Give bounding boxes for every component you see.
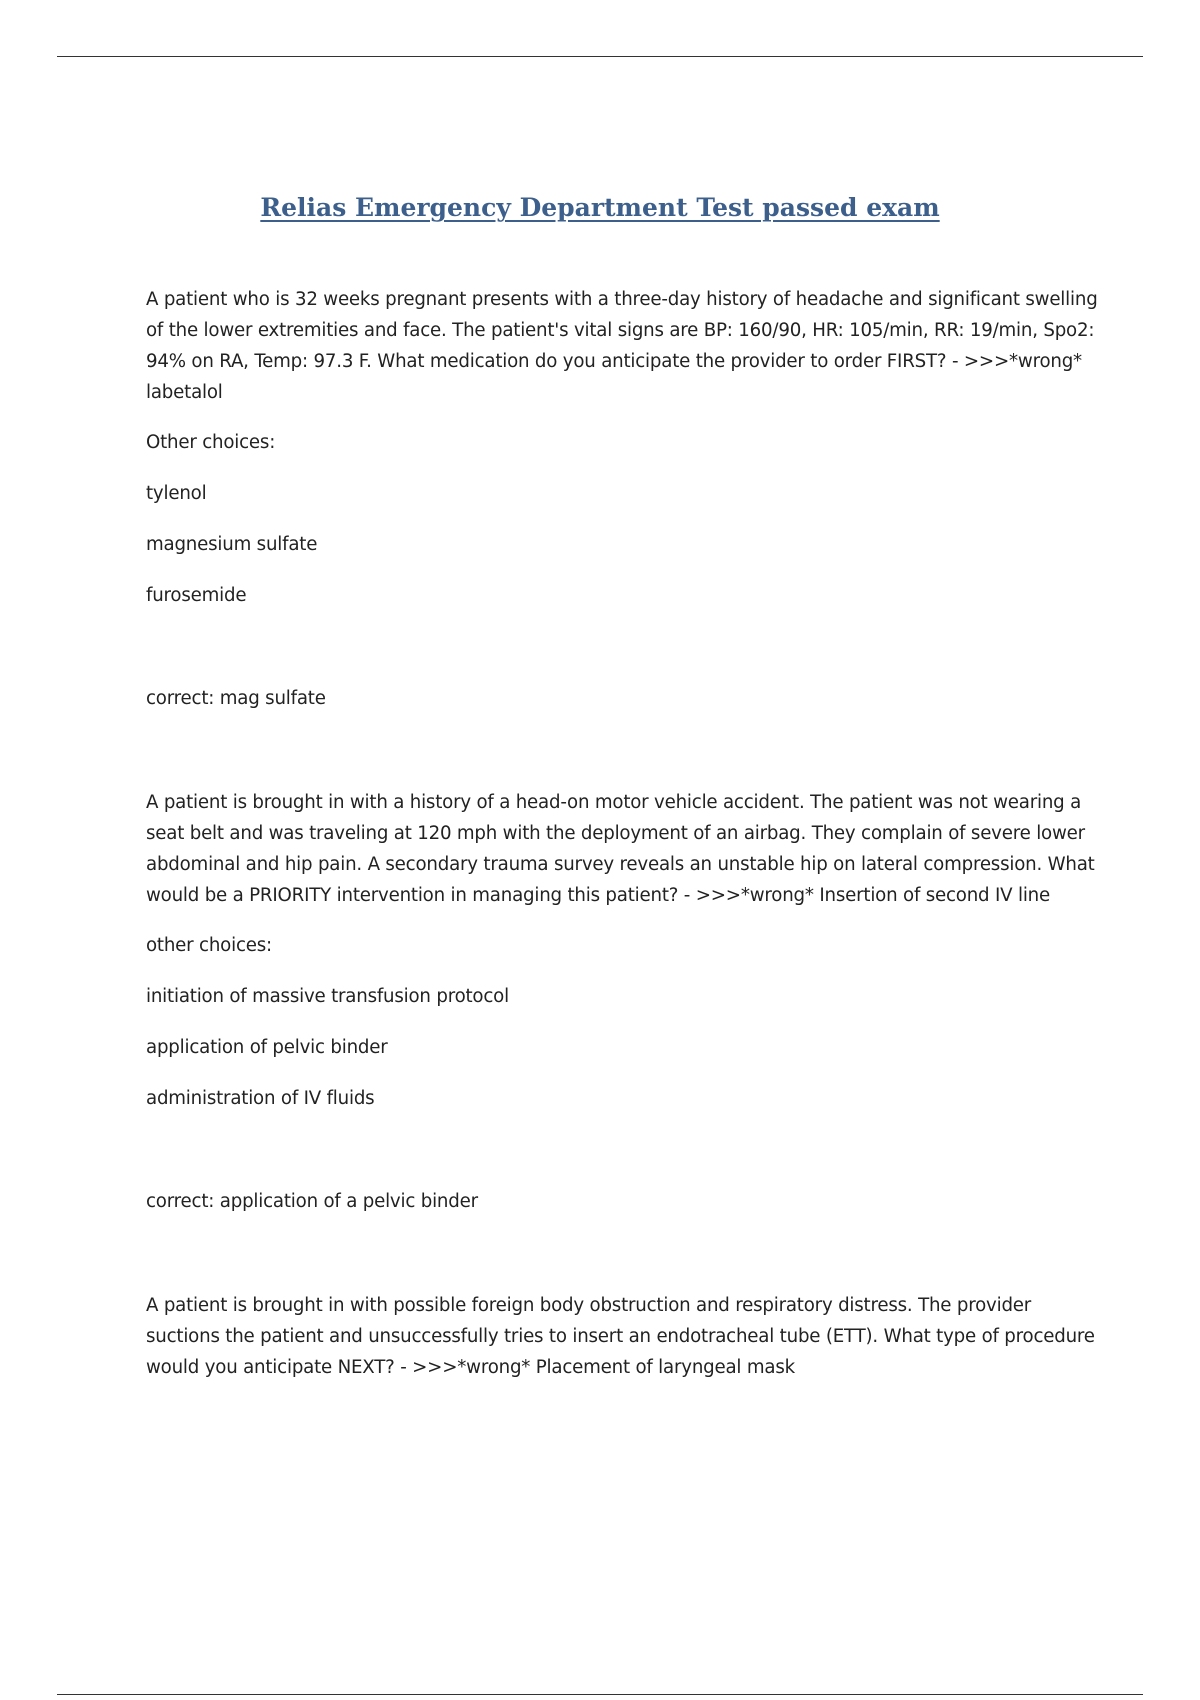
question-2-choice-3: administration of IV fluids bbox=[146, 1088, 375, 1109]
question-1-choice-3: furosemide bbox=[146, 585, 247, 606]
question-2-correct-answer: correct: application of a pelvic binder bbox=[146, 1191, 478, 1212]
footer-rule bbox=[57, 1694, 1143, 1695]
document-body bbox=[146, 284, 1101, 1402]
question-1-correct-answer: correct: mag sulfate bbox=[146, 688, 326, 709]
question-2-text: A patient is brought in with a history of a head-on motor vehicle accident. The patient was not wearing a seat belt and was traveling at 120 mph with the deployment of an airbag. They complain of severe lower abdominal and hip pain. A secondary trauma survey reveals an unstable hip on lateral compression. What would be a PRIORITY intervention in managing this patient? - >>>*wrong* Insertion of second IV line bbox=[146, 792, 1095, 906]
header-rule bbox=[57, 56, 1143, 57]
question-1-choice-2: magnesium sulfate bbox=[146, 534, 318, 555]
question-2-choice-1: initiation of massive transfusion protocol bbox=[146, 986, 509, 1007]
page-title: Relias Emergency Department Test passed exam bbox=[260, 193, 940, 222]
question-3-text: A patient is brought in with possible foreign body obstruction and respiratory distress. The provider suctions the patient and unsuccessfully tries to insert an endotracheal tube (ETT). What type of procedure would you anticipate NEXT? - >>>*wrong* Placement of laryngeal mask bbox=[146, 1295, 1095, 1378]
question-2-choice-2: application of pelvic binder bbox=[146, 1037, 388, 1058]
question-1-text: A patient who is 32 weeks pregnant presents with a three-day history of headache and significant swelling of the lower extremities and face. The patient's vital signs are BP: 160/90, HR: 105/min, RR: 19/min, Spo2: 94% on RA, Temp: 97.3 F. What medication do you anticipate the provider to order FIRST? - >>>*wrong* labetalol bbox=[146, 289, 1098, 403]
question-1-choices-label: Other choices: bbox=[146, 432, 276, 453]
question-2-choices-label: other choices: bbox=[146, 935, 272, 956]
question-1-choice-1: tylenol bbox=[146, 483, 207, 504]
